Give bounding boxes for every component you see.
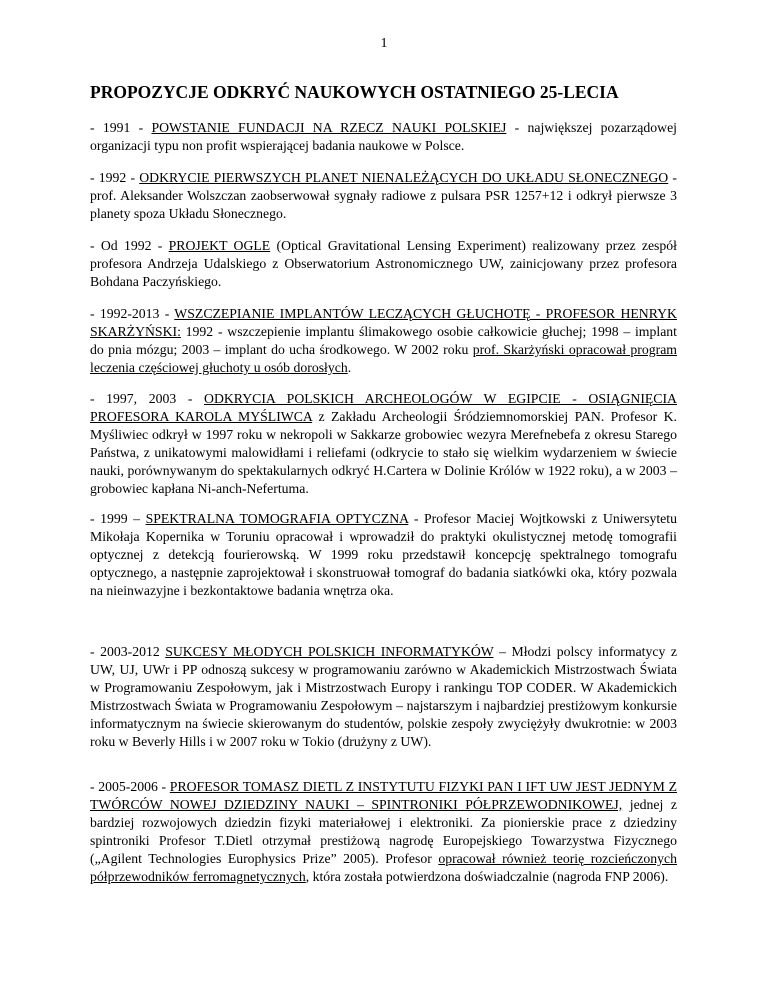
page-number: 1 [380,36,388,51]
entry-heading: PROFESOR TOMASZ DIETL Z INSTYTUTU FIZYKI PAN I IFT UW JEST JEDNYM Z TWÓRCÓW NOWEJ DZIEDZINY NAUKI – SPINTRONIKI PÓŁPRZEWODNIKOWEJ, [90,779,677,812]
entry-spintronics [90,778,677,886]
entry-body: jednej z bardziej rozwojowych dziedzin fizyki materiałowej i elektroniki. Za pionierskie prace z dziedziny spintroniki Profesor T.Dietl otrzymał prestiżową nagrodę Europejskiego Towarzystwa Fizycznego („Agilent Technologies Europhysics Prize” 2005). Profesor [90,797,677,866]
entry-prefix: - 2005-2006 - [90,779,170,794]
entry-prefix: - 1992 - [90,170,140,185]
entry-heading: PROJEKT OGLE [168,238,271,253]
entry-end: . [347,360,352,375]
entry-body: - największej pozarządowej organizacji typu non profit wspierającej badania naukowe w Polsce. [90,120,677,153]
entry-tomography [90,510,677,600]
entry-prefix: - 1991 - [90,120,152,135]
entry-body: (Optical Gravitational Lensing Experiment) realizowany przez zespół profesora Andrzeja Udalskiego z Obserwatorium Astronomicznego UW, zainicjowany przez profesora Bohdana Paczyńskiego. [90,238,677,289]
entry-body: - prof. Aleksander Wolszczan zaobserwował sygnały radiowe z pulsara PSR 1257+12 i odkrył pierwsze 3 planety spoza Układu Słonecznego. [90,170,677,221]
entry-prefix: - 1992-2013 - [90,306,175,321]
entry-prefix: - Od 1992 - [90,238,169,253]
entry-heading: SPEKTRALNA TOMOGRAFIA OPTYCZNA [145,511,409,526]
entry-prefix: - 1999 – [90,511,146,526]
entry-ogle [90,237,677,291]
entry-end: , która została potwierdzona doświadczalnie (nagroda FNP 2006). [305,869,669,884]
entry-body: – Młodzi polscy informatycy z UW, UJ, UWr i PP odnoszą sukcesy w programowaniu zarówno w Akademickich Mistrzostwach Świata w Programowaniu Zespołowym, jak i Mistrzostwach Europy i rankingu TOP CODER. W Akademickich Mistrzostwach Świata w Programowaniu Zespołowym – najstarszym i najbardziej prestiżowym konkursie informatycznym na świecie skierowanym do studentów, polskie zespoły zwyciężyły dwukrotnie: w 2003 roku w Beverly Hills i w 2007 roku w Tokio (drużyny z UW). [90,644,677,749]
entry-heading: SUKCESY MŁODYCH POLSKICH INFORMATYKÓW [165,644,494,659]
entry-heading: POWSTANIE FUNDACJI NA RZECZ NAUKI POLSKIEJ [151,120,507,135]
entry-body: 1992 - wszczepienie implantu ślimakowego osobie całkowicie głuchej; 1998 – implant do pnia mózgu; 2003 – implant do ucha środkowego. W 2002 roku [90,324,677,357]
entry-tail: prof. Skarżyński opracował program leczenia częściowej głuchoty u osób dorosłych [90,342,678,375]
entry-heading: WSZCZEPIANIE IMPLANTÓW LECZĄCYCH GŁUCHOTĘ - PROFESOR HENRYK SKARŻYŃSKI: [90,306,677,339]
entry-heading: ODKRYCIA POLSKICH ARCHEOLOGÓW W EGIPCIE - OSIĄGNIĘCIA PROFESORA KAROLA MYŚLIWCA [90,391,677,424]
entry-body: z Zakładu Archeologii Śródziemnomorskiej PAN. Profesor K. Myśliwiec odkrył w 1997 roku w nekropoli w Sakkarze grobowiec wezyra Merefnebefa z okresu Starego Państwa, z unikatowymi malowidłami i reliefami (odkrycie to stało się wielkim wydarzeniem w świecie nauki, porównywanym do spektakularnych odkryć H.Cartera w Dolinie Królów w 1922 roku), a w 2003 – grobowiec kapłana Ni-anch-Nefertuma. [90,409,677,496]
entry-prefix: - 2003-2012 [90,644,166,659]
entry-implants [90,305,677,377]
entry-informatics [90,643,677,751]
entry-prefix: - 1997, 2003 - [90,391,205,406]
page-title: PROPOZYCJE ODKRYĆ NAUKOWYCH OSTATNIEGO 25-LECIA [90,82,619,102]
entry-heading: ODKRYCIE PIERWSZYCH PLANET NIENALEŻĄCYCH DO UKŁADU SŁONECZNEGO [139,170,669,185]
entry-1991 [90,119,677,155]
entry-archaeology [90,390,677,498]
entry-1992 [90,169,677,223]
entry-body: - Profesor Maciej Wojtkowski z Uniwersytetu Mikołaja Kopernika w Toruniu opracował i wprowadził do praktyki okulistycznej metodę tomografii optycznej z detekcją fourierowską. W 1999 roku przedstawił koncepcję spektralnego tomografu optycznego, a następnie zaprojektował i skonstruował tomograf do badania siatkówki oka, który pozwala na nieinwazyjne i bezkontaktowe badania wnętrza oka. [90,511,677,598]
entry-tail: opracował również teorię rozcieńczonych półprzewodników ferromagnetycznych [90,851,677,884]
